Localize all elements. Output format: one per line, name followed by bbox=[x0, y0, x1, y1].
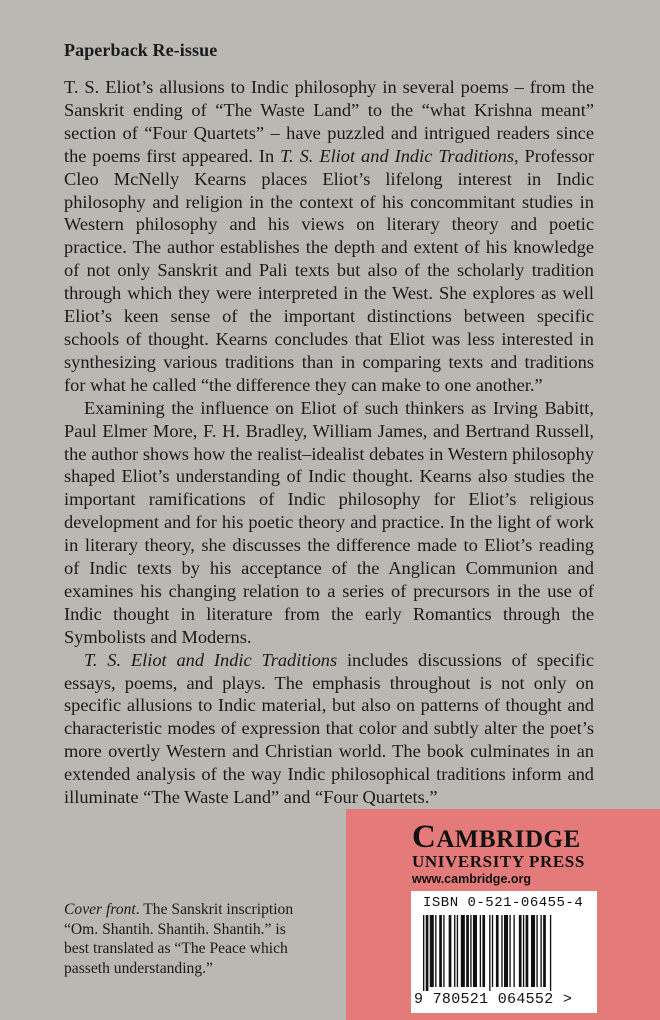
caption-label: Cover front bbox=[64, 901, 136, 918]
paragraph-1 bbox=[64, 76, 594, 397]
blurb-text bbox=[64, 76, 594, 809]
publisher-website: www.cambridge.org bbox=[412, 872, 532, 886]
barcode-box bbox=[411, 891, 597, 1013]
paragraph-1-text: T. S. Eliot’s allusions to Indic philosophy in several poems – from the Sanskrit ending of “The Waste Land” to the “what Krishna meant” section of “Four Quartets” – have puzzled and intrigued readers since the poems first appeared. In bbox=[64, 77, 594, 166]
cover-caption bbox=[64, 900, 294, 978]
book-title-italic: T. S. Eliot and Indic Traditions, bbox=[280, 145, 519, 166]
paragraph-3 bbox=[64, 649, 594, 809]
section-heading: Paperback Re-issue bbox=[64, 40, 218, 60]
publisher-logo-text bbox=[412, 819, 581, 856]
paragraph-3-text: includes discussions of specific essays, poems, and plays. The emphasis throughout is not only on specific allusions to Indic material, but also on patterns of thought and characteristic modes of expression that color and subtly alter the poet’s more overtly Western and Christian world. The book culminates in an extended analysis of the way Indic philosophical traditions inform and illuminate “The Waste Land” and “Four Quartets.” bbox=[64, 649, 594, 808]
publisher-press-line: UNIVERSITY PRESS bbox=[412, 852, 585, 871]
caption-text: . The Sanskrit inscription “Om. Shantih. Shantih. Shantih.” is best translated as “The Peace which passeth understanding.” bbox=[64, 901, 294, 977]
isbn-number: ISBN 0-521-06455-4 bbox=[423, 895, 584, 911]
barcode-bars bbox=[421, 915, 589, 991]
publisher-name-rest: AMBRIDGE bbox=[436, 826, 581, 853]
book-title-italic: T. S. Eliot and Indic Traditions bbox=[84, 649, 338, 670]
barcode-digits: 9 780521 064552 > bbox=[414, 991, 573, 1008]
paragraph-1-text-rest: Professor Cleo McNelly Kearns places Eliot’s lifelong interest in Indic philosophy and religion in the context of his concommitant studies in Western philosophy and his views on literary theory and poetic practice. The author establishes the depth and extent of his knowledge of not only Sanskrit and Pali texts but also of the scholarly tradition through which they were interpreted in the West. She explores as well Eliot’s keen sense of the important distinctions between specific schools of thought. Kearns concludes that Eliot was less interested in synthesizing various traditions than in comparing texts and traditions for what he called “the difference they can make to one another.” bbox=[64, 145, 595, 395]
publisher-name-initial: C bbox=[412, 819, 437, 855]
paragraph-2: Examining the influence on Eliot of such thinkers as Irving Babitt, Paul Elmer More, F. H. Bradley, William James, and Bertrand Russell, the author shows how the realist–idealist debates in Western philosophy shaped Eliot’s understanding of Indic thought. Kearns also studies the important ramifications of Indic philosophy for Eliot’s religious development and for his poetic theory and practice. In the light of work in literary theory, she discusses the difference made to Eliot’s reading of Indic texts by his acceptance of the Anglican Communion and examines his changing relation to a series of precursors in the use of Indic thought in literature from the early Romantics through the Symbolists and Moderns. bbox=[64, 397, 594, 647]
publisher-panel bbox=[346, 809, 660, 1020]
